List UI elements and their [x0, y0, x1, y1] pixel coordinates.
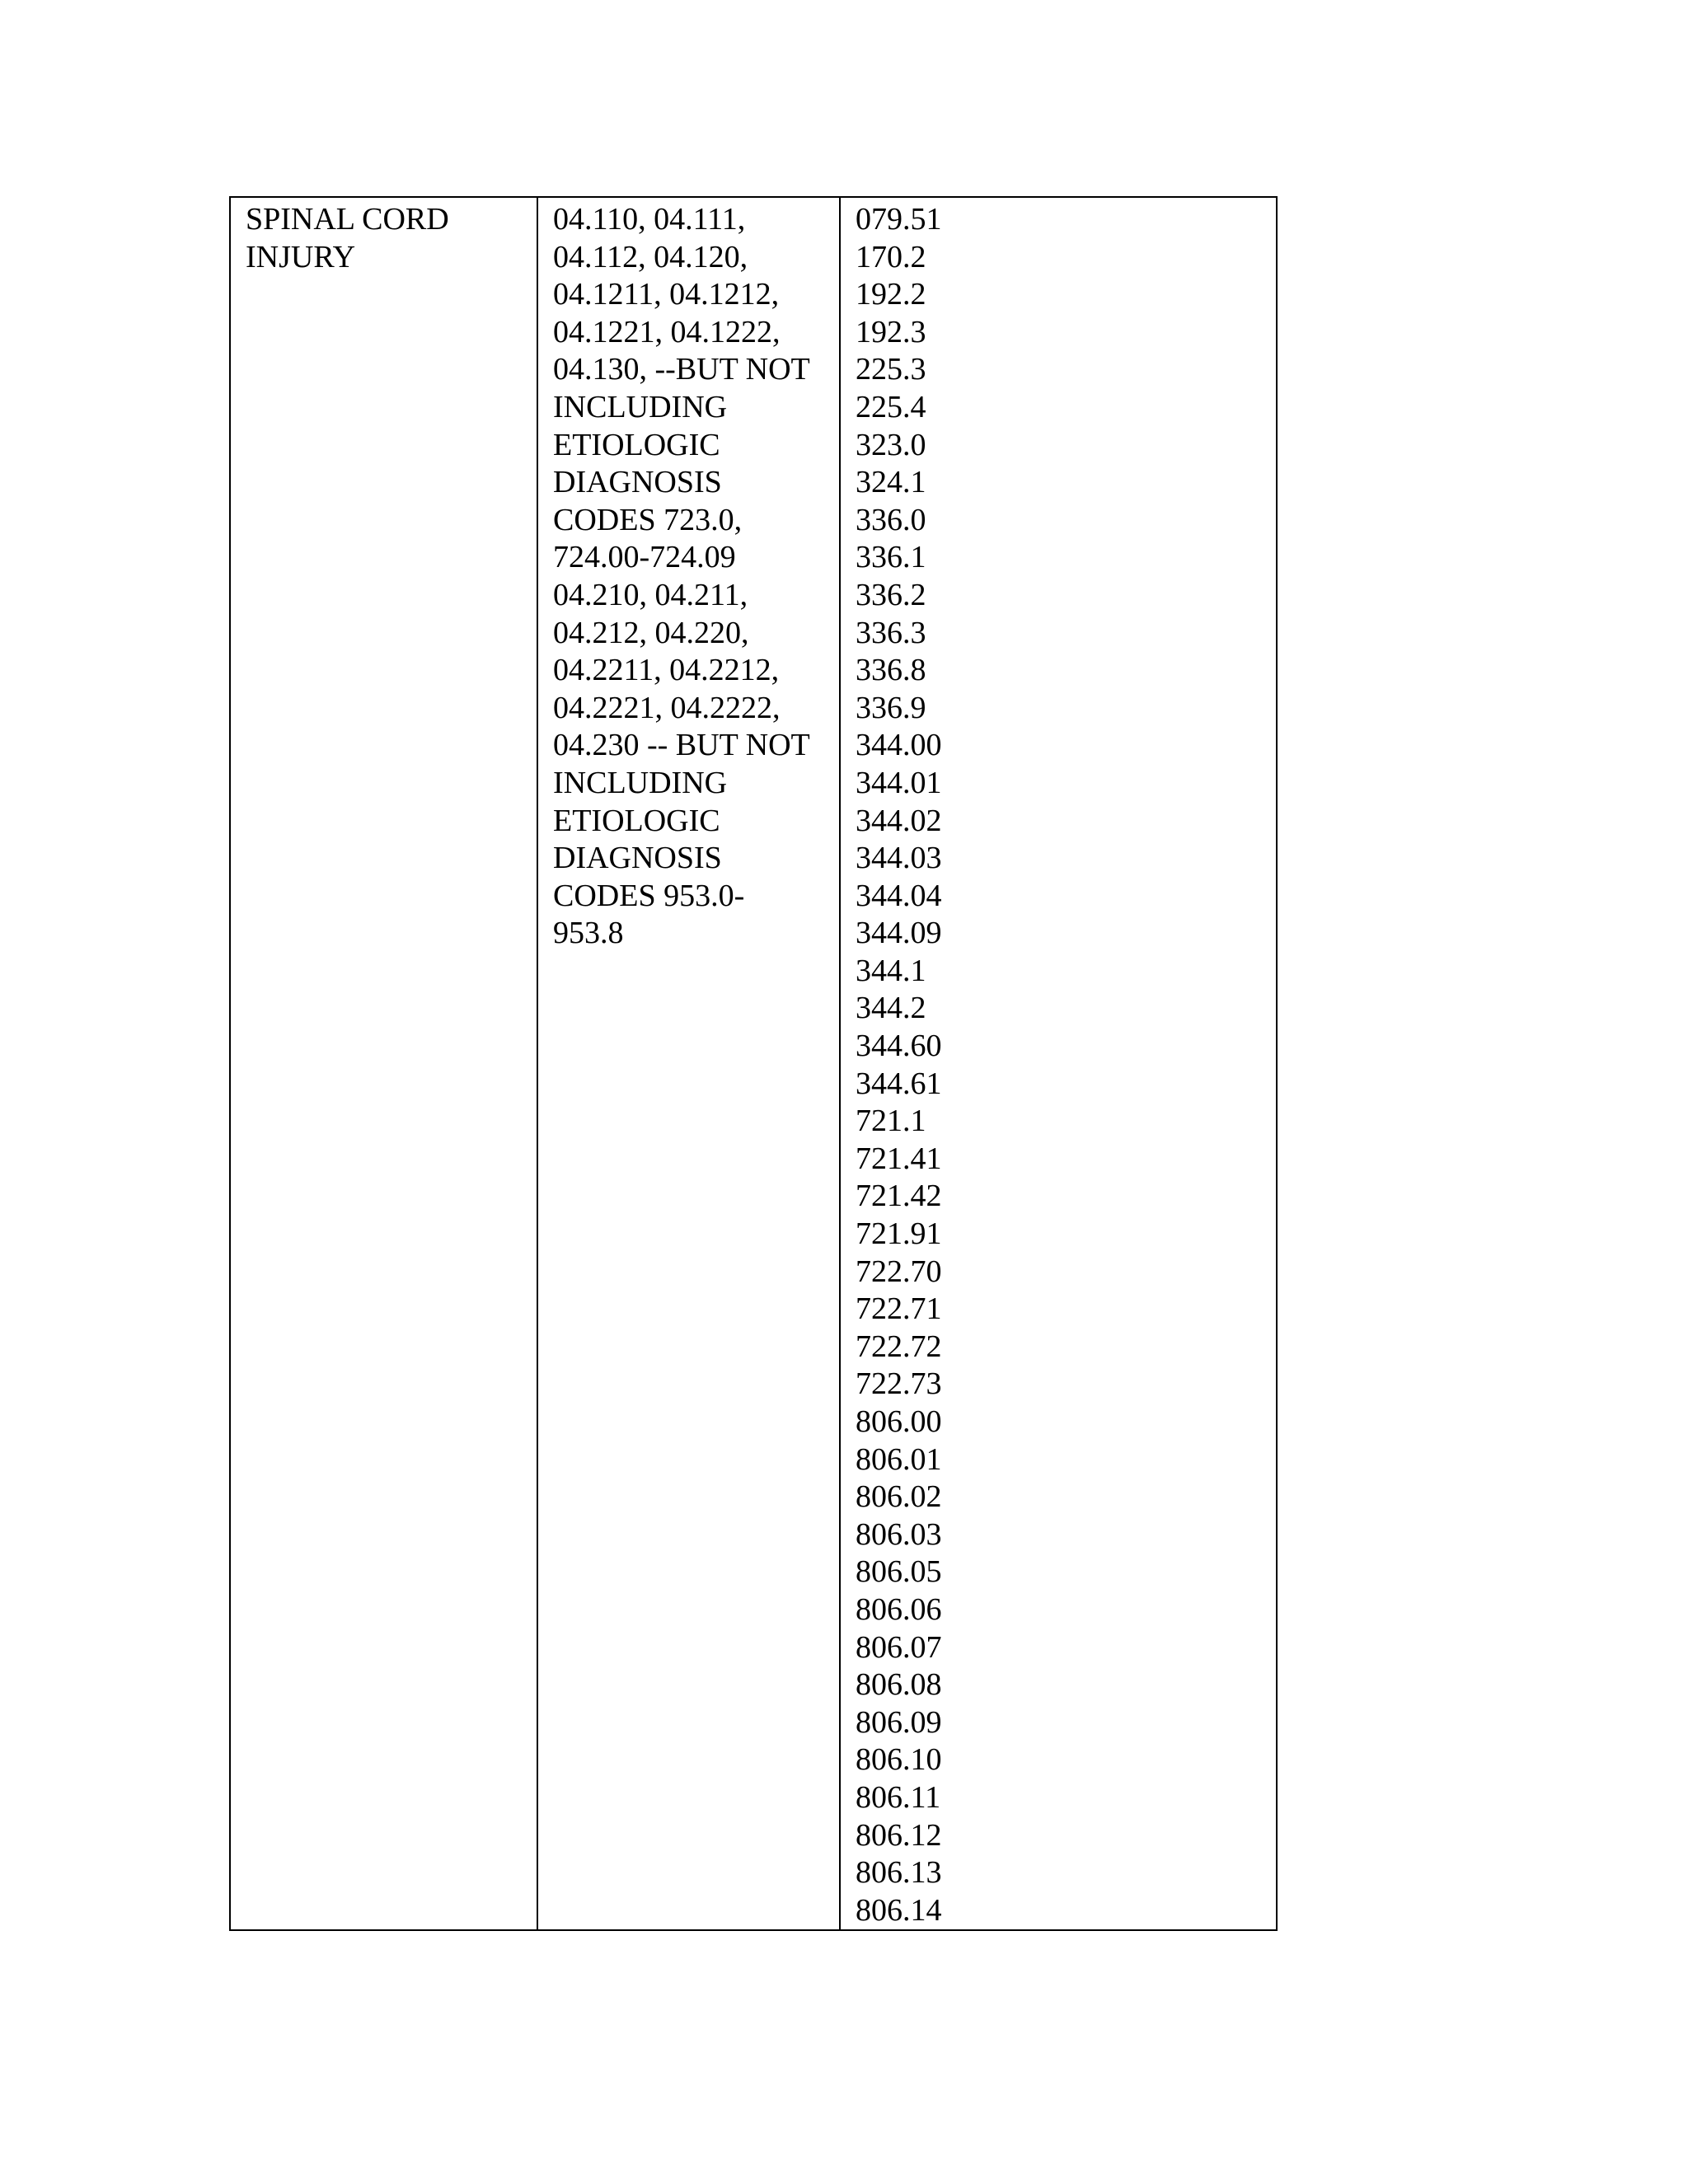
diagnosis-code-list: [856, 201, 1276, 1929]
cell-line: ETIOLOGIC: [553, 427, 720, 462]
cell-line: 721.91: [856, 1216, 942, 1252]
cell-line: 323.0: [856, 427, 926, 462]
cell-line: 806.13: [856, 1855, 942, 1891]
cell-line: 806.05: [856, 1554, 942, 1590]
cell-line: 04.212, 04.220,: [553, 615, 749, 650]
category-lines: [246, 201, 537, 276]
cell-line: 344.03: [856, 841, 942, 876]
cell-line: 344.02: [856, 803, 942, 838]
cell-line: 722.70: [856, 1254, 942, 1289]
cell-line: 344.60: [856, 1029, 942, 1064]
cell-line: 806.01: [856, 1441, 942, 1477]
cell-line: INCLUDING: [553, 765, 728, 800]
cell-line: 04.130, --BUT NOT: [553, 352, 810, 387]
diagnosis-codes-cell: [840, 197, 1277, 1930]
cell-line: 721.42: [856, 1179, 942, 1214]
cell-line: 336.2: [856, 577, 926, 612]
cell-line: 722.72: [856, 1329, 942, 1364]
cell-line: 336.9: [856, 690, 926, 725]
cell-line: 336.8: [856, 653, 926, 688]
cell-line: 806.06: [856, 1591, 942, 1627]
cell-line: 722.71: [856, 1291, 942, 1327]
cell-line: 04.230 -- BUT NOT: [553, 728, 810, 763]
cell-line: 04.1211, 04.1212,: [553, 277, 780, 312]
procedure-lines: [553, 201, 839, 953]
cell-line: 344.1: [856, 953, 926, 988]
cell-line: 724.00-724.09: [553, 540, 736, 575]
cell-line: CODES 723.0,: [553, 502, 743, 537]
cell-line: 806.08: [856, 1667, 942, 1703]
cell-line: 721.41: [856, 1141, 942, 1176]
cell-line: 806.09: [856, 1704, 942, 1740]
cell-line: 344.00: [856, 728, 942, 763]
cell-line: 806.03: [856, 1516, 942, 1552]
cell-line: 806.14: [856, 1892, 942, 1928]
cell-line: 336.0: [856, 502, 926, 537]
cell-line: 04.2211, 04.2212,: [553, 653, 780, 688]
cell-line: 04.112, 04.120,: [553, 239, 748, 274]
cell-line: 806.00: [856, 1404, 942, 1439]
cell-line: 344.04: [856, 878, 942, 913]
cell-line: ETIOLOGIC: [553, 803, 720, 838]
table-row: [230, 197, 1277, 1930]
cell-line: 721.1: [856, 1104, 926, 1139]
cell-line: INCLUDING: [553, 389, 728, 424]
cell-line: 04.110, 04.111,: [553, 202, 746, 237]
cell-line: 344.01: [856, 765, 942, 800]
procedure-codes-cell: [537, 197, 840, 1930]
cell-line: CODES 953.0-: [553, 878, 745, 913]
cell-line: 806.12: [856, 1817, 942, 1853]
cell-line: 806.02: [856, 1479, 942, 1515]
cell-line: 225.3: [856, 352, 926, 387]
cell-line: DIAGNOSIS: [553, 841, 722, 876]
cell-line: INJURY: [246, 239, 356, 274]
codes-table: [229, 196, 1278, 1931]
cell-line: DIAGNOSIS: [553, 465, 722, 500]
cell-line: 192.2: [856, 277, 926, 312]
cell-line: 225.4: [856, 389, 926, 424]
cell-line: 336.3: [856, 615, 926, 650]
cell-line: 953.8: [553, 916, 624, 951]
category-cell: [230, 197, 537, 1930]
cell-line: 192.3: [856, 314, 926, 349]
cell-line: 324.1: [856, 465, 926, 500]
cell-line: 04.1221, 04.1222,: [553, 314, 781, 349]
cell-line: 344.2: [856, 991, 926, 1026]
cell-line: 344.61: [856, 1066, 942, 1101]
cell-line: 04.210, 04.211,: [553, 577, 748, 612]
cell-line: 170.2: [856, 239, 926, 274]
cell-line: 806.07: [856, 1629, 942, 1665]
cell-line: 336.1: [856, 540, 926, 575]
cell-line: 079.51: [856, 202, 942, 237]
cell-line: 344.09: [856, 916, 942, 951]
cell-line: 04.2221, 04.2222,: [553, 690, 781, 725]
cell-line: 806.10: [856, 1742, 942, 1778]
cell-line: 722.73: [856, 1366, 942, 1402]
cell-line: 806.11: [856, 1779, 941, 1815]
cell-line: SPINAL CORD: [246, 202, 449, 237]
